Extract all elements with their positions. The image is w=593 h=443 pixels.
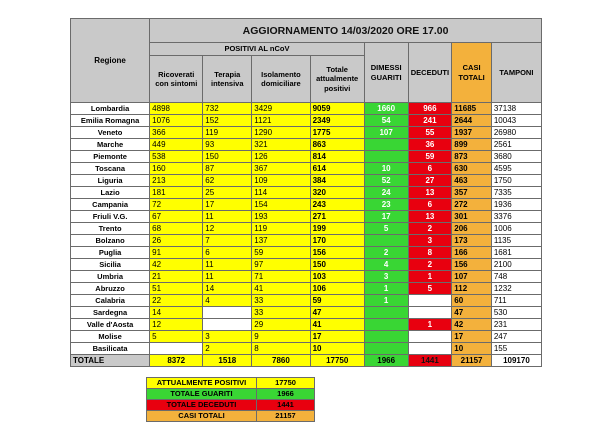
legend-value: 1441 xyxy=(257,400,315,411)
terapia-cell: 11 xyxy=(203,271,252,283)
deceduti-cell: 6 xyxy=(408,199,452,211)
terapia-cell: 12 xyxy=(203,223,252,235)
terapia-cell: 11 xyxy=(203,211,252,223)
casi-totali-cell: 899 xyxy=(452,139,492,151)
dimessi-cell xyxy=(364,139,408,151)
totale-positivi-cell: 106 xyxy=(310,283,364,295)
legend-value: 21157 xyxy=(257,411,315,422)
tamponi-cell: 10043 xyxy=(491,115,541,127)
ricoverati-cell xyxy=(150,343,203,355)
isolamento-cell: 9 xyxy=(252,331,310,343)
terapia-cell: 150 xyxy=(203,151,252,163)
isolamento-cell: 3429 xyxy=(252,103,310,115)
legend-label: TOTALE DECEDUTI xyxy=(147,400,257,411)
terapia-cell: 25 xyxy=(203,187,252,199)
deceduti-cell: 36 xyxy=(408,139,452,151)
totale-positivi-cell: 271 xyxy=(310,211,364,223)
terapia-cell: 93 xyxy=(203,139,252,151)
casi-totali-cell: 17 xyxy=(452,331,492,343)
dimessi-cell xyxy=(364,343,408,355)
tamponi-cell: 530 xyxy=(491,307,541,319)
ricoverati-cell: 4898 xyxy=(150,103,203,115)
casi-totali-cell: 42 xyxy=(452,319,492,331)
casi-totali-cell: 357 xyxy=(452,187,492,199)
casi-totali-cell: 166 xyxy=(452,247,492,259)
totale-positivi-cell: 47 xyxy=(310,307,364,319)
ricoverati-cell: 213 xyxy=(150,175,203,187)
region-name: Emilia Romagna xyxy=(71,115,150,127)
isolamento-cell: 33 xyxy=(252,307,310,319)
totale-positivi-cell: 320 xyxy=(310,187,364,199)
ricoverati-cell: 68 xyxy=(150,223,203,235)
covid-summary-table xyxy=(70,18,542,367)
terapia-cell: 62 xyxy=(203,175,252,187)
isolamento-cell: 154 xyxy=(252,199,310,211)
tamponi-cell: 247 xyxy=(491,331,541,343)
dimessi-cell: 2 xyxy=(364,247,408,259)
header-dimessi-guariti: DIMESSI GUARITI xyxy=(364,43,408,103)
tamponi-cell: 1135 xyxy=(491,235,541,247)
region-name: Umbria xyxy=(71,271,150,283)
tamponi-cell: 1232 xyxy=(491,283,541,295)
legend-row xyxy=(147,400,315,411)
region-name: Sicilia xyxy=(71,259,150,271)
ricoverati-cell: 538 xyxy=(150,151,203,163)
dimessi-cell: 1660 xyxy=(364,103,408,115)
totale-positivi-cell: 863 xyxy=(310,139,364,151)
totale-positivi-cell: 9059 xyxy=(310,103,364,115)
region-name: Piemonte xyxy=(71,151,150,163)
casi-totali-cell: 10 xyxy=(452,343,492,355)
terapia-cell: 6 xyxy=(203,247,252,259)
tamponi-cell: 37138 xyxy=(491,103,541,115)
terapia-cell: 87 xyxy=(203,163,252,175)
tamponi-cell: 26980 xyxy=(491,127,541,139)
deceduti-cell: 3 xyxy=(408,235,452,247)
totale-positivi-cell: 103 xyxy=(310,271,364,283)
table-row xyxy=(71,103,542,115)
terapia-cell: 152 xyxy=(203,115,252,127)
terapia-cell: 3 xyxy=(203,331,252,343)
totals-row xyxy=(71,355,542,367)
terapia-cell xyxy=(203,319,252,331)
casi-totali-cell: 272 xyxy=(452,199,492,211)
isolamento-cell: 59 xyxy=(252,247,310,259)
tamponi-cell: 155 xyxy=(491,343,541,355)
casi-totali-cell: 47 xyxy=(452,307,492,319)
table-row xyxy=(71,199,542,211)
ricoverati-cell: 449 xyxy=(150,139,203,151)
table-row xyxy=(71,259,542,271)
totale-positivi-cell: 10 xyxy=(310,343,364,355)
casi-totali-cell: 107 xyxy=(452,271,492,283)
ricoverati-cell: 91 xyxy=(150,247,203,259)
terapia-cell: 17 xyxy=(203,199,252,211)
region-name: Abruzzo xyxy=(71,283,150,295)
isolamento-cell: 114 xyxy=(252,187,310,199)
ricoverati-cell: 72 xyxy=(150,199,203,211)
table-row xyxy=(71,271,542,283)
region-name: Calabria xyxy=(71,295,150,307)
dimessi-cell: 1 xyxy=(364,295,408,307)
ricoverati-cell: 51 xyxy=(150,283,203,295)
terapia-cell: 11 xyxy=(203,259,252,271)
isolamento-cell: 119 xyxy=(252,223,310,235)
legend-row xyxy=(147,378,315,389)
header-terapia-intensiva: Terapia intensiva xyxy=(203,56,252,103)
total-dimessi: 1966 xyxy=(364,355,408,367)
deceduti-cell: 241 xyxy=(408,115,452,127)
table-row xyxy=(71,151,542,163)
dimessi-cell: 107 xyxy=(364,127,408,139)
header-tamponi: TAMPONI xyxy=(491,43,541,103)
region-name: Lombardia xyxy=(71,103,150,115)
region-name: Toscana xyxy=(71,163,150,175)
table-row xyxy=(71,139,542,151)
legend-table xyxy=(146,377,315,422)
isolamento-cell: 109 xyxy=(252,175,310,187)
isolamento-cell: 193 xyxy=(252,211,310,223)
isolamento-cell: 33 xyxy=(252,295,310,307)
casi-totali-cell: 463 xyxy=(452,175,492,187)
ricoverati-cell: 5 xyxy=(150,331,203,343)
total-ricoverati: 8372 xyxy=(150,355,203,367)
header-regione: Regione xyxy=(71,19,150,103)
casi-totali-cell: 173 xyxy=(452,235,492,247)
tamponi-cell: 2100 xyxy=(491,259,541,271)
deceduti-cell: 55 xyxy=(408,127,452,139)
casi-totali-cell: 60 xyxy=(452,295,492,307)
deceduti-cell: 1 xyxy=(408,319,452,331)
dimessi-cell: 54 xyxy=(364,115,408,127)
tamponi-cell: 3680 xyxy=(491,151,541,163)
terapia-cell: 732 xyxy=(203,103,252,115)
dimessi-cell: 24 xyxy=(364,187,408,199)
table-row xyxy=(71,223,542,235)
terapia-cell xyxy=(203,307,252,319)
tamponi-cell: 231 xyxy=(491,319,541,331)
tamponi-cell: 7335 xyxy=(491,187,541,199)
ricoverati-cell: 67 xyxy=(150,211,203,223)
region-name: Marche xyxy=(71,139,150,151)
isolamento-cell: 1290 xyxy=(252,127,310,139)
ricoverati-cell: 12 xyxy=(150,319,203,331)
total-positivi: 17750 xyxy=(310,355,364,367)
isolamento-cell: 29 xyxy=(252,319,310,331)
totale-positivi-cell: 2349 xyxy=(310,115,364,127)
region-name: Sardegna xyxy=(71,307,150,319)
isolamento-cell: 97 xyxy=(252,259,310,271)
deceduti-cell: 27 xyxy=(408,175,452,187)
table-row xyxy=(71,331,542,343)
totale-positivi-cell: 170 xyxy=(310,235,364,247)
deceduti-cell: 13 xyxy=(408,211,452,223)
header-ricoverati: Ricoverati con sintomi xyxy=(150,56,203,103)
isolamento-cell: 126 xyxy=(252,151,310,163)
dimessi-cell xyxy=(364,235,408,247)
tamponi-cell: 1681 xyxy=(491,247,541,259)
ricoverati-cell: 22 xyxy=(150,295,203,307)
legend-label: ATTUALMENTE POSITIVI xyxy=(147,378,257,389)
casi-totali-cell: 301 xyxy=(452,211,492,223)
deceduti-cell: 59 xyxy=(408,151,452,163)
region-name: Campania xyxy=(71,199,150,211)
deceduti-cell xyxy=(408,331,452,343)
total-terapia: 1518 xyxy=(203,355,252,367)
region-name: Trento xyxy=(71,223,150,235)
tamponi-cell: 1006 xyxy=(491,223,541,235)
region-name: Basilicata xyxy=(71,343,150,355)
table-title: AGGIORNAMENTO 14/03/2020 ORE 17.00 xyxy=(150,19,542,43)
region-name: Puglia xyxy=(71,247,150,259)
legend-label: CASI TOTALI xyxy=(147,411,257,422)
deceduti-cell xyxy=(408,295,452,307)
totale-positivi-cell: 59 xyxy=(310,295,364,307)
table-row xyxy=(71,235,542,247)
totals-label: TOTALE xyxy=(71,355,150,367)
ricoverati-cell: 21 xyxy=(150,271,203,283)
header-deceduti: DECEDUTI xyxy=(408,43,452,103)
deceduti-cell: 8 xyxy=(408,247,452,259)
deceduti-cell xyxy=(408,307,452,319)
deceduti-cell: 5 xyxy=(408,283,452,295)
dimessi-cell xyxy=(364,151,408,163)
header-casi-totali: CASI TOTALI xyxy=(452,43,492,103)
table-row xyxy=(71,319,542,331)
deceduti-cell: 1 xyxy=(408,271,452,283)
ricoverati-cell: 1076 xyxy=(150,115,203,127)
isolamento-cell: 137 xyxy=(252,235,310,247)
totale-positivi-cell: 1775 xyxy=(310,127,364,139)
legend-row xyxy=(147,411,315,422)
isolamento-cell: 321 xyxy=(252,139,310,151)
region-name: Molise xyxy=(71,331,150,343)
dimessi-cell: 23 xyxy=(364,199,408,211)
casi-totali-cell: 873 xyxy=(452,151,492,163)
totale-positivi-cell: 814 xyxy=(310,151,364,163)
deceduti-cell: 6 xyxy=(408,163,452,175)
ricoverati-cell: 160 xyxy=(150,163,203,175)
ricoverati-cell: 42 xyxy=(150,259,203,271)
region-name: Liguria xyxy=(71,175,150,187)
legend-row xyxy=(147,389,315,400)
tamponi-cell: 1750 xyxy=(491,175,541,187)
header-totale-positivi: Totale attualmente positivi xyxy=(310,56,364,103)
ricoverati-cell: 14 xyxy=(150,307,203,319)
region-name: Lazio xyxy=(71,187,150,199)
dimessi-cell: 3 xyxy=(364,271,408,283)
deceduti-cell: 13 xyxy=(408,187,452,199)
tamponi-cell: 2561 xyxy=(491,139,541,151)
dimessi-cell xyxy=(364,331,408,343)
terapia-cell: 14 xyxy=(203,283,252,295)
region-name: Friuli V.G. xyxy=(71,211,150,223)
total-deceduti: 1441 xyxy=(408,355,452,367)
legend-value: 17750 xyxy=(257,378,315,389)
table-row xyxy=(71,175,542,187)
casi-totali-cell: 2644 xyxy=(452,115,492,127)
totale-positivi-cell: 41 xyxy=(310,319,364,331)
isolamento-cell: 71 xyxy=(252,271,310,283)
casi-totali-cell: 11685 xyxy=(452,103,492,115)
ricoverati-cell: 26 xyxy=(150,235,203,247)
table-row xyxy=(71,187,542,199)
ricoverati-cell: 366 xyxy=(150,127,203,139)
total-casi: 21157 xyxy=(452,355,492,367)
totale-positivi-cell: 150 xyxy=(310,259,364,271)
region-name: Valle d'Aosta xyxy=(71,319,150,331)
isolamento-cell: 367 xyxy=(252,163,310,175)
totale-positivi-cell: 243 xyxy=(310,199,364,211)
totale-positivi-cell: 384 xyxy=(310,175,364,187)
region-name: Bolzano xyxy=(71,235,150,247)
isolamento-cell: 8 xyxy=(252,343,310,355)
dimessi-cell: 10 xyxy=(364,163,408,175)
casi-totali-cell: 630 xyxy=(452,163,492,175)
table-row xyxy=(71,211,542,223)
table-row xyxy=(71,163,542,175)
dimessi-cell xyxy=(364,307,408,319)
deceduti-cell xyxy=(408,343,452,355)
casi-totali-cell: 1937 xyxy=(452,127,492,139)
deceduti-cell: 966 xyxy=(408,103,452,115)
table-row xyxy=(71,307,542,319)
table-row xyxy=(71,115,542,127)
totale-positivi-cell: 156 xyxy=(310,247,364,259)
terapia-cell: 7 xyxy=(203,235,252,247)
tamponi-cell: 748 xyxy=(491,271,541,283)
legend-label: TOTALE GUARITI xyxy=(147,389,257,400)
dimessi-cell: 52 xyxy=(364,175,408,187)
dimessi-cell: 17 xyxy=(364,211,408,223)
total-isolamento: 7860 xyxy=(252,355,310,367)
tamponi-cell: 3376 xyxy=(491,211,541,223)
totale-positivi-cell: 199 xyxy=(310,223,364,235)
isolamento-cell: 1121 xyxy=(252,115,310,127)
terapia-cell: 4 xyxy=(203,295,252,307)
header-positivi-group: POSITIVI AL nCoV xyxy=(150,43,365,56)
dimessi-cell: 1 xyxy=(364,283,408,295)
deceduti-cell: 2 xyxy=(408,259,452,271)
header-isolamento: Isolamento domiciliare xyxy=(252,56,310,103)
isolamento-cell: 41 xyxy=(252,283,310,295)
tamponi-cell: 1936 xyxy=(491,199,541,211)
deceduti-cell: 2 xyxy=(408,223,452,235)
table-row xyxy=(71,127,542,139)
table-row xyxy=(71,295,542,307)
region-name: Veneto xyxy=(71,127,150,139)
terapia-cell: 119 xyxy=(203,127,252,139)
table-row xyxy=(71,343,542,355)
total-tamponi: 109170 xyxy=(491,355,541,367)
casi-totali-cell: 112 xyxy=(452,283,492,295)
terapia-cell: 2 xyxy=(203,343,252,355)
ricoverati-cell: 181 xyxy=(150,187,203,199)
table-row xyxy=(71,283,542,295)
tamponi-cell: 711 xyxy=(491,295,541,307)
casi-totali-cell: 206 xyxy=(452,223,492,235)
legend-value: 1966 xyxy=(257,389,315,400)
tamponi-cell: 4595 xyxy=(491,163,541,175)
totale-positivi-cell: 17 xyxy=(310,331,364,343)
dimessi-cell xyxy=(364,319,408,331)
dimessi-cell: 5 xyxy=(364,223,408,235)
casi-totali-cell: 156 xyxy=(452,259,492,271)
table-row xyxy=(71,247,542,259)
totale-positivi-cell: 614 xyxy=(310,163,364,175)
dimessi-cell: 4 xyxy=(364,259,408,271)
